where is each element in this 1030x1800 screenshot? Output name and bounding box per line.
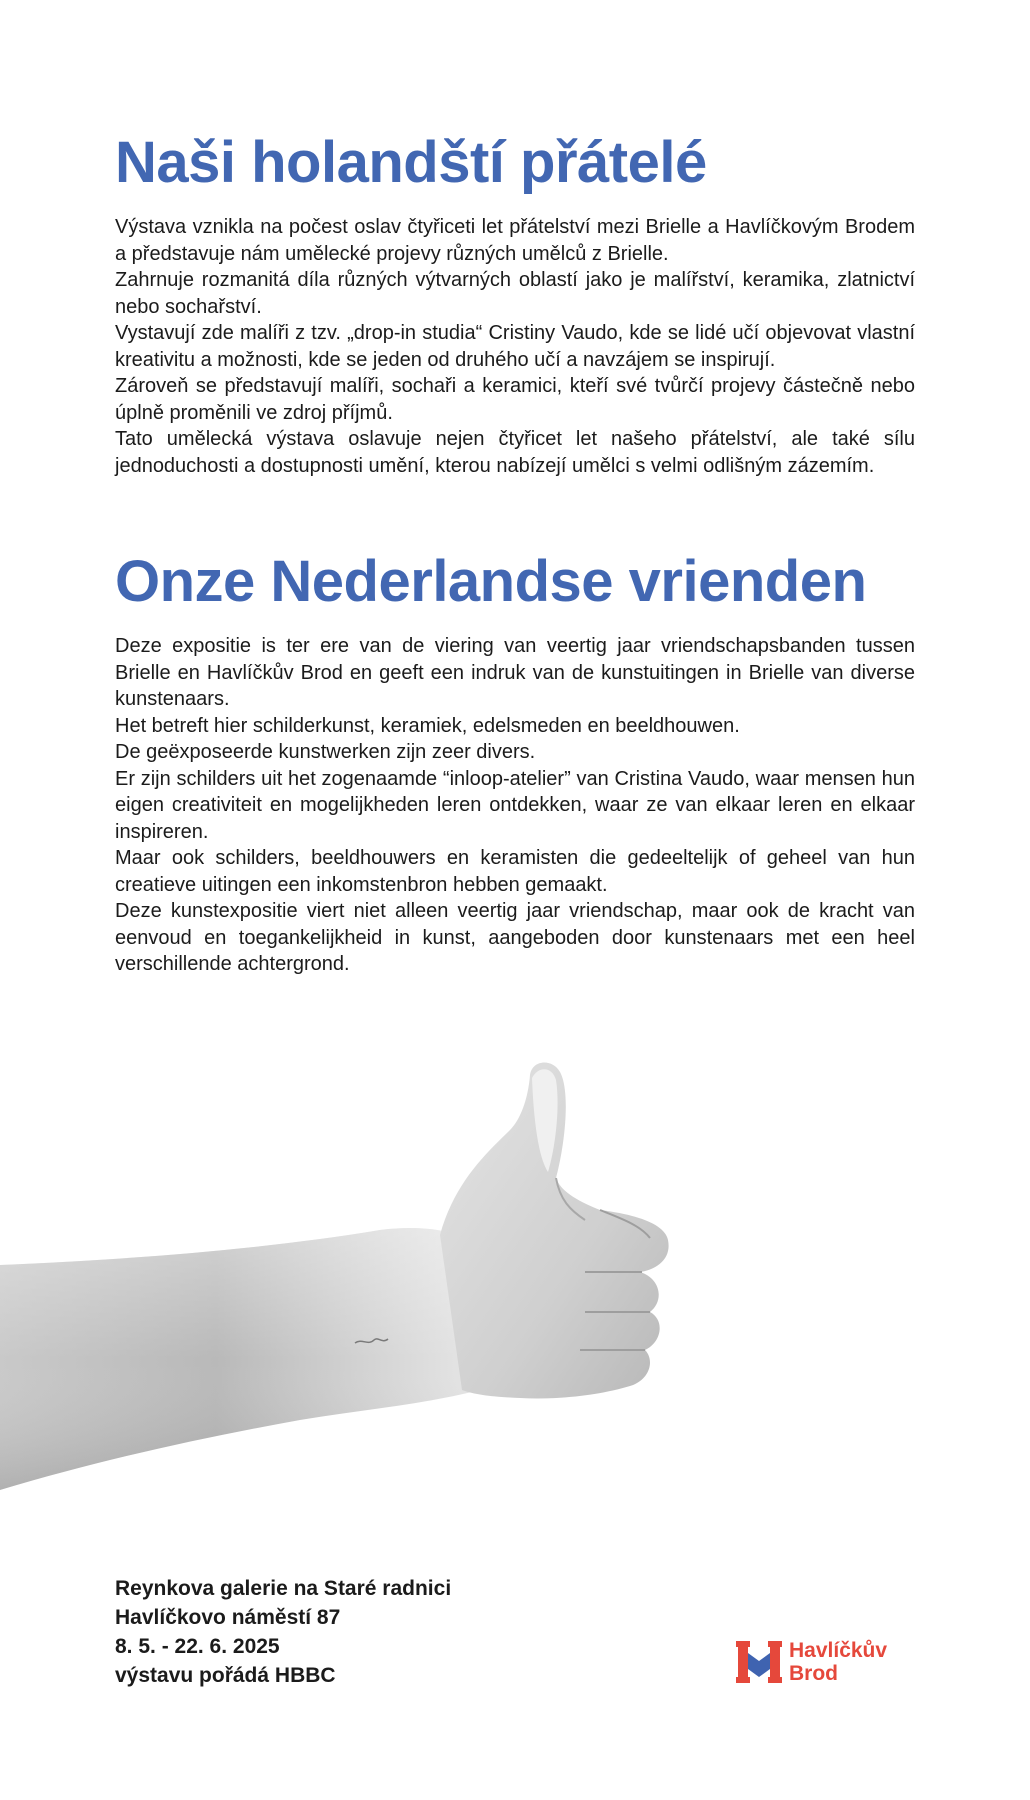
dutch-paragraph: Deze kunstexpositie viert niet alleen veertig jaar vriendschap, maar ook de kracht van eenvoud en toegankelijkheid in kunst, aangeboden door kunstenaars met een heel verschillende achtergrond. bbox=[115, 900, 915, 975]
dutch-paragraph: Maar ook schilders, beeldhouwers en keramisten die gedeeltelijk of geheel van hun creatieve uitingen een inkomstenbron hebben gemaakt. bbox=[115, 847, 915, 896]
czech-body bbox=[115, 214, 915, 479]
dutch-body bbox=[115, 633, 915, 978]
czech-paragraph: Zároveň se představují malíři, sochaři a keramici, kteří své tvůrčí projevy částečně nebo úplně proměnili ve zdroj příjmů. bbox=[115, 375, 915, 424]
logo-line-1: Havlíčkův bbox=[789, 1639, 888, 1662]
dutch-section bbox=[115, 547, 915, 978]
havlickuv-brod-h-mark-icon bbox=[736, 1639, 782, 1685]
organizer-text: výstavu pořádá HBBC bbox=[115, 1664, 336, 1687]
czech-paragraph: Zahrnuje rozmanitá díla různých výtvarných oblastí jako je malířství, keramika, zlatnictví nebo sochařství. bbox=[115, 269, 915, 318]
venue-text: Reynkova galerie na Staré radnici bbox=[115, 1577, 452, 1600]
dutch-heading: Onze Nederlandse vrienden bbox=[115, 549, 867, 614]
dates-text: 8. 5. - 22. 6. 2025 bbox=[115, 1635, 280, 1658]
logo-text bbox=[789, 1639, 887, 1685]
czech-heading: Naši holandští přátelé bbox=[115, 130, 707, 195]
logo-line-2: Brod bbox=[789, 1662, 838, 1685]
czech-paragraph: Výstava vznikla na počest oslav čtyřiceti let přátelství mezi Brielle a Havlíčkovým Brodem a představuje nám umělecké projevy různých umělců z Brielle. bbox=[115, 216, 915, 265]
czech-paragraph: Vystavují zde malíři z tzv. „drop-in studia“ Cristiny Vaudo, kde se lidé učí objevovat vlastní kreativitu a možnosti, kde se jeden od druhého učí a navzájem se inspirují. bbox=[115, 322, 915, 371]
czech-paragraph: Tato umělecká výstava oslavuje nejen čtyřicet let našeho přátelství, ale také sílu jednoduchosti a dostupnosti umění, kterou nabízejí umělci s velmi odlišným zázemím. bbox=[115, 428, 915, 477]
dutch-paragraph: Er zijn schilders uit het zogenaamde “inloop-atelier” van Cristina Vaudo, waar mensen hun eigen creativiteit en mogelijkheden leren ontdekken, waar ze van elkaar leren en elkaar inspireren. bbox=[115, 767, 915, 843]
exhibition-info bbox=[115, 1574, 451, 1690]
czech-section bbox=[115, 128, 915, 479]
dutch-paragraph: Deze expositie is ter ere van de viering van veertig jaar vriendschapsbanden tussen Brielle en Havlíčkův Brod en geeft een indruk van de kunstuitingen in Brielle van diverse kunstenaars. bbox=[115, 635, 915, 710]
address-text: Havlíčkovo náměstí 87 bbox=[115, 1606, 341, 1629]
thumbs-up-hand-photo bbox=[0, 1060, 700, 1510]
dutch-paragraph: Het betreft hier schilderkunst, keramiek, edelsmeden en beeldhouwen. bbox=[115, 714, 740, 737]
havlickuv-brod-logo bbox=[736, 1639, 887, 1685]
dutch-paragraph: De geëxposeerde kunstwerken zijn zeer divers. bbox=[115, 741, 536, 763]
